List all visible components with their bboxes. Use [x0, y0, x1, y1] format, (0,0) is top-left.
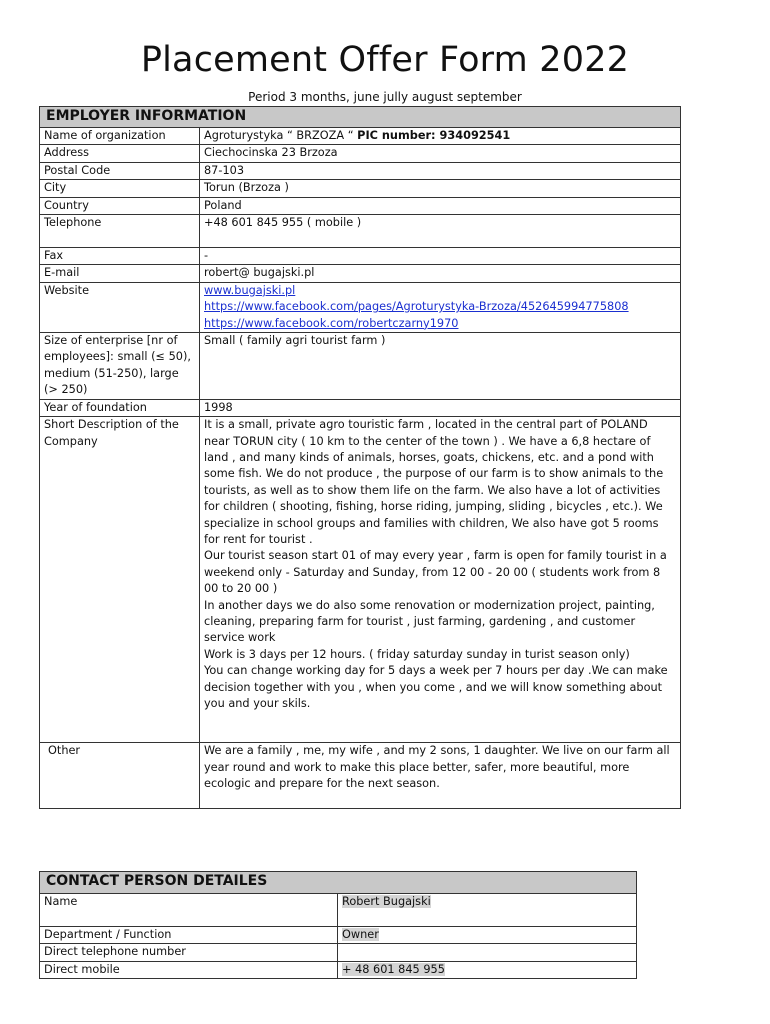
table-row: [40, 743, 681, 809]
pic-number: PIC number: 934092541: [357, 129, 511, 142]
contact-name-text: Robert Bugajski: [342, 895, 431, 908]
table-row: [40, 145, 681, 162]
fax-label: Fax: [40, 248, 200, 265]
email-value: robert@ bugajski.pl: [200, 265, 681, 282]
description-paragraph: Work is 3 days per 12 hours. ( friday saturday sunday in turist season only): [204, 647, 630, 661]
direct-phone-label: Direct telephone number: [40, 944, 338, 961]
table-row: [40, 333, 681, 400]
table-row: [40, 162, 681, 179]
department-text: Owner: [342, 928, 379, 941]
table-row: [40, 399, 681, 416]
page-title: Placement Offer Form 2022: [140, 40, 630, 80]
table-row: [40, 128, 681, 145]
table-row: [40, 197, 681, 214]
facebook-page-link[interactable]: https://www.facebook.com/pages/Agroturystyka-Brzoza/452645994775808: [204, 300, 629, 314]
description-paragraph: In another days we do also some renovation or modernization project, painting, cleaning, preparing farm for tourist , just farming, gardening , and customer service work: [204, 598, 655, 645]
period-text: Period 3 months, june jully august september: [248, 90, 522, 104]
department-label: Department / Function: [40, 927, 338, 944]
company-description-value: [200, 417, 681, 743]
website-link[interactable]: www.bugajski.pl: [204, 283, 296, 297]
city-label: City: [40, 180, 200, 197]
other-label: Other: [40, 743, 200, 809]
country-value: Poland: [200, 197, 681, 214]
contact-name-label: Name: [40, 894, 338, 927]
telephone-value: +48 601 845 955 ( mobile ): [200, 215, 681, 248]
organization-name-label: Name of organization: [40, 128, 200, 145]
direct-mobile-text: + 48 601 845 955: [342, 962, 445, 976]
direct-mobile-label: Direct mobile: [40, 961, 338, 978]
fax-value: -: [200, 248, 681, 265]
table-row: [40, 417, 681, 743]
table-row: [40, 944, 637, 961]
description-paragraph: You can change working day for 5 days a week per 7 hours per day .We can make decision together with you , when you come , and we will know something about you and your skils.: [204, 664, 668, 710]
table-row: [40, 265, 681, 282]
direct-phone-value: [338, 944, 637, 961]
table-row: [40, 894, 637, 927]
foundation-year-value: 1998: [200, 399, 681, 416]
description-paragraph: It is a small, private agro touristic farm , located in the central part of POLAND near TORUN city ( 10 km to the center of the town ) . We have a 6,8 hectare of land , and many kinds of animals, horses, goats, chickens, etc. and a pond with some fish. We do not produce , the purpose of our farm is to show animals to the tourists, as well as to show them life on the farm. We also have a lot of activities for children ( shooting, fishing, horse riding, jumping, sliding , bicycles , etc.). We specialize in school groups and families with children, We also have got 5 rooms for rent for tourist .: [204, 418, 664, 546]
enterprise-size-value: Small ( family agri tourist farm ): [200, 333, 681, 400]
contact-person-table: [39, 871, 637, 979]
organization-name-value: [200, 128, 681, 145]
organization-name-text: Agroturystyka “ BRZOZA “: [204, 129, 358, 142]
contact-section-title: CONTACT PERSON DETAILES: [40, 872, 637, 894]
contact-name-value: [338, 894, 637, 927]
company-description-label: Short Description of the Company: [40, 417, 200, 743]
website-label: Website: [40, 282, 200, 332]
address-label: Address: [40, 145, 200, 162]
employer-section-title: EMPLOYER INFORMATION: [40, 107, 681, 128]
department-value: [338, 927, 637, 944]
city-value: Torun (Brzoza ): [200, 180, 681, 197]
employer-information-table: [39, 106, 681, 809]
enterprise-size-label: Size of enterprise [nr of employees]: small (≤ 50), medium (51-250), large (> 250): [40, 333, 200, 400]
table-row: [40, 282, 681, 332]
description-paragraph: Our tourist season start 01 of may every year , farm is open for family tourist in a weekend only - Saturday and Sunday, from 12 00 - 20 00 ( students work from 8 00 to 20 00 ): [204, 549, 667, 596]
table-row: [40, 215, 681, 248]
facebook-profile-link[interactable]: https://www.facebook.com/robertczarny1970: [204, 316, 459, 330]
table-row: [40, 961, 637, 978]
direct-mobile-value: [338, 961, 637, 978]
table-row: [40, 180, 681, 197]
country-label: Country: [40, 197, 200, 214]
table-row: [40, 927, 637, 944]
telephone-label: Telephone: [40, 215, 200, 248]
table-row: [40, 248, 681, 265]
postal-code-value: 87-103: [200, 162, 681, 179]
email-label: E-mail: [40, 265, 200, 282]
other-value: We are a family , me, my wife , and my 2 sons, 1 daughter. We live on our farm all year round and work to make this place better, safer, more beautiful, more ecologic and prepare for the next season.: [200, 743, 681, 809]
postal-code-label: Postal Code: [40, 162, 200, 179]
foundation-year-label: Year of foundation: [40, 399, 200, 416]
address-value: Ciechocinska 23 Brzoza: [200, 145, 681, 162]
website-value: [200, 282, 681, 332]
